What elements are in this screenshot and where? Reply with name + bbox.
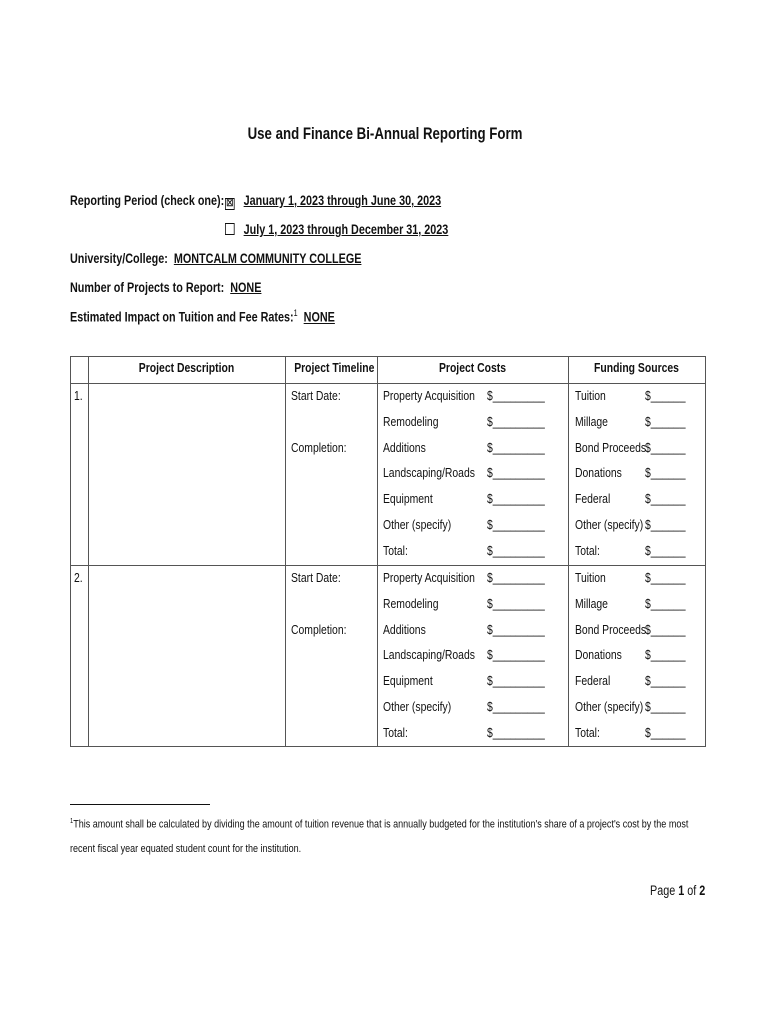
cost-item-label: Property Acquisition (383, 570, 475, 585)
funding-item-label: Other (specify) (575, 517, 644, 532)
funding-item-label: Tuition (575, 388, 606, 403)
cost-amount-field[interactable]: $_________ (487, 647, 545, 663)
period-option-1[interactable] (225, 193, 441, 210)
cost-item-label: Landscaping/Roads (383, 465, 475, 481)
footnote-line-1 (70, 818, 688, 831)
impact-label: Estimated Impact on Tuition and Fee Rates: (70, 309, 294, 325)
footnote-text-1: This amount shall be calculated by dividing the amount of tuition revenue that is annually budgeted for the institution's share of a project's cost by the most (73, 818, 689, 831)
cost-amount-field[interactable]: $_________ (487, 439, 545, 455)
projects-count-value: NONE (230, 280, 262, 295)
funding-item-label: Tuition (575, 570, 606, 585)
page-current: 1 (678, 883, 685, 898)
funding-amount-field[interactable]: $______ (645, 517, 686, 532)
cost-amount-field[interactable]: $_________ (487, 465, 545, 481)
funding-item-label: Federal (575, 673, 611, 689)
impact-value: NONE (303, 309, 335, 325)
funding-amount-field[interactable]: $______ (645, 491, 686, 507)
completion-label: Completion: (291, 621, 347, 637)
cost-item-label: Landscaping/Roads (383, 647, 475, 663)
table-col-line (285, 356, 286, 747)
university-value: MONTCALM COMMUNITY COLLEGE (173, 251, 362, 266)
start-date-label: Start Date: (291, 570, 341, 585)
footnote-line-2: recent fiscal year equated student count for the institution. (70, 843, 302, 855)
funding-amount-field[interactable]: $______ (645, 724, 686, 740)
university-label: University/College: (70, 251, 168, 266)
cost-item-label: Total: (383, 724, 408, 740)
reporting-period-label: Reporting Period (check one): (70, 193, 225, 208)
table-border-top (70, 356, 706, 357)
table-col-line (88, 356, 89, 747)
checkbox-period-2[interactable] (225, 223, 235, 235)
university-line (70, 251, 361, 266)
funding-item-label: Federal (575, 491, 611, 507)
checkbox-period-1[interactable]: ☒ (226, 198, 234, 209)
cost-amount-field[interactable]: $_________ (487, 491, 545, 507)
funding-amount-field[interactable]: $______ (645, 570, 686, 585)
footnote-rule (70, 804, 210, 805)
cost-item-label: Other (specify) (383, 517, 452, 532)
table-col-line (70, 356, 71, 747)
table-col-line (568, 356, 569, 747)
header-project-costs: Project Costs (438, 360, 507, 375)
cost-amount-field[interactable]: $_________ (487, 699, 545, 714)
page-prefix: Page (650, 883, 679, 898)
cost-item-label: Equipment (383, 673, 433, 689)
cost-amount-field[interactable]: $_________ (487, 673, 545, 689)
cost-item-label: Total: (383, 542, 408, 558)
cost-item-label: Other (specify) (383, 699, 452, 714)
cost-amount-field[interactable]: $_________ (487, 621, 545, 637)
table-header-divider (70, 383, 706, 384)
cost-amount-field[interactable]: $_________ (487, 413, 545, 429)
funding-amount-field[interactable]: $______ (645, 388, 686, 403)
table-border-bottom (70, 746, 706, 747)
cost-amount-field[interactable]: $_________ (487, 724, 545, 740)
cost-amount-field[interactable]: $_________ (487, 542, 545, 558)
cost-item-label: Additions (383, 439, 426, 455)
impact-footnote-marker: 1 (293, 308, 298, 318)
funding-item-label: Donations (575, 465, 622, 481)
cost-amount-field[interactable]: $_________ (487, 595, 545, 611)
funding-item-label: Bond Proceeds (575, 621, 647, 637)
cost-item-label: Remodeling (383, 595, 439, 611)
funding-amount-field[interactable]: $______ (645, 673, 686, 689)
project-number: 2. (74, 570, 83, 585)
funding-item-label: Donations (575, 647, 622, 663)
funding-amount-field[interactable]: $______ (645, 595, 686, 611)
funding-amount-field[interactable]: $______ (645, 699, 686, 714)
table-col-line (705, 356, 706, 747)
page-total: 2 (699, 883, 706, 898)
funding-item-label: Total: (575, 724, 600, 740)
funding-amount-field[interactable]: $______ (645, 413, 686, 429)
funding-amount-field[interactable]: $______ (645, 439, 686, 455)
impact-line (70, 308, 335, 325)
period-option-2-text: July 1, 2023 through December 31, 2023 (243, 222, 449, 237)
funding-amount-field[interactable]: $______ (645, 465, 686, 481)
footnote-marker: 1 (70, 818, 74, 825)
funding-amount-field[interactable]: $______ (645, 621, 686, 637)
page-number (650, 883, 705, 898)
funding-amount-field[interactable]: $______ (645, 542, 686, 558)
form-title: Use and Finance Bi-Annual Reporting Form (247, 124, 523, 143)
header-project-description: Project Description (138, 360, 235, 375)
cost-item-label: Equipment (383, 491, 433, 507)
cost-item-label: Remodeling (383, 413, 439, 429)
cost-item-label: Property Acquisition (383, 388, 475, 403)
projects-count-line (70, 280, 261, 295)
completion-label: Completion: (291, 439, 347, 455)
funding-item-label: Other (specify) (575, 699, 644, 714)
page-of: of (684, 883, 700, 898)
funding-amount-field[interactable]: $______ (645, 647, 686, 663)
start-date-label: Start Date: (291, 388, 341, 403)
header-funding-sources: Funding Sources (594, 360, 679, 375)
table-row-divider (70, 565, 706, 566)
cost-item-label: Additions (383, 621, 426, 637)
cost-amount-field[interactable]: $_________ (487, 570, 545, 585)
funding-item-label: Millage (575, 413, 608, 429)
cost-amount-field[interactable]: $_________ (487, 517, 545, 532)
header-project-timeline: Project Timeline (294, 360, 375, 375)
cost-amount-field[interactable]: $_________ (487, 388, 545, 403)
table-col-line (377, 356, 378, 747)
period-option-2[interactable] (225, 222, 448, 237)
funding-item-label: Total: (575, 542, 600, 558)
projects-count-label: Number of Projects to Report: (70, 280, 225, 295)
funding-item-label: Millage (575, 595, 608, 611)
funding-item-label: Bond Proceeds (575, 439, 647, 455)
period-option-1-text: January 1, 2023 through June 30, 2023 (243, 193, 442, 208)
project-number: 1. (74, 388, 83, 403)
